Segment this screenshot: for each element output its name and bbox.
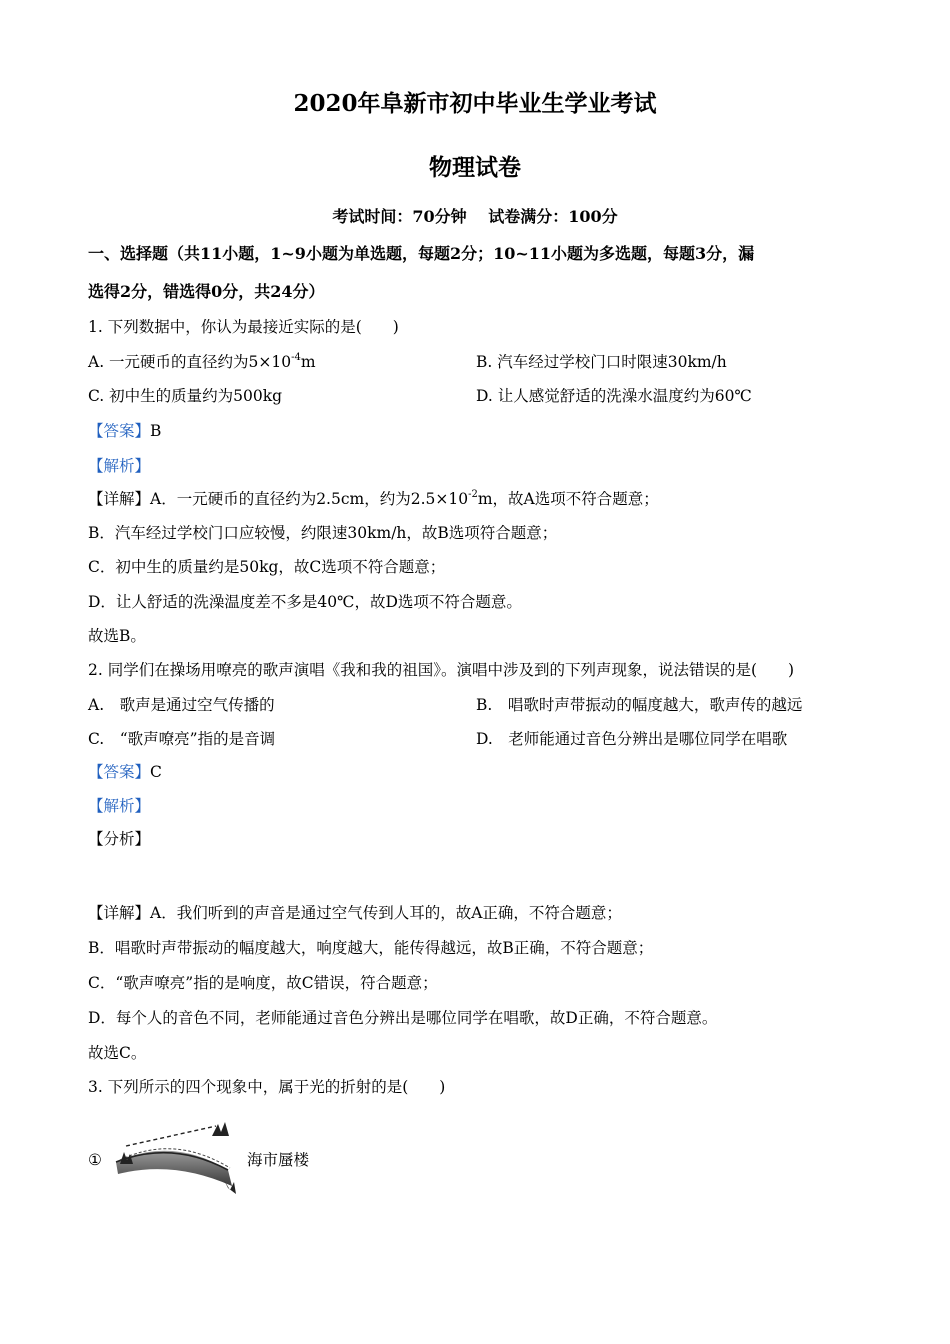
q2-option-c: C. “歌声嘹亮”指的是音调 [88, 730, 276, 748]
q1-option-a-unit: m [300, 353, 316, 371]
exam-info: 考试时间：70分钟 试卷满分：100分 [332, 207, 618, 226]
q2-answer [88, 762, 162, 782]
q2-detail-a: 【详解】A．我们听到的声音是通过空气传到人耳的，故A正确，不符合题意； [88, 904, 622, 922]
q2-option-a: A. 歌声是通过空气传播的 [88, 696, 275, 714]
q2-analysis-tag: 【解析】 [88, 797, 151, 815]
q3-stem: 3. 下列所示的四个现象中，属于光的折射的是( ) [88, 1078, 446, 1096]
mirage-illustration [112, 1118, 242, 1196]
answer-value: C [150, 763, 162, 781]
q2-detail-d: D．每个人的音色不同，老师能通过音色分辨出是哪位同学在唱歌，故D正确，不符合题意。 [88, 1009, 718, 1027]
q1-stem: 1. 下列数据中，你认为最接近实际的是( ) [88, 318, 399, 336]
answer-tag: 【答案】 [88, 763, 151, 781]
q2-detail-b: B．唱歌时声带振动的幅度越大，响度越大，能传得越远，故B正确，不符合题意； [88, 939, 654, 957]
section-heading: 一、选择题（共11小题，1~9小题为单选题，每题2分；10~11小题为多选题，每题3分，漏 [88, 244, 755, 263]
q1-option-a [88, 352, 316, 372]
q1-detail-d: D．让人舒适的洗澡温度差不多是40℃，故D选项不符合题意。 [88, 593, 522, 611]
q1-detail-a-exponent: -2 [468, 488, 478, 500]
q1-option-d: D. 让人感觉舒适的洗澡水温度约为60℃ [476, 387, 752, 405]
q1-detail-a-text: 【详解】A．一元硬币的直径约为2.5cm，约为2.5×10 [88, 490, 469, 508]
exam-title: 2020年阜新市初中毕业生学业考试 [293, 90, 657, 117]
q2-option-d: D. 老师能通过音色分辨出是哪位同学在唱歌 [476, 730, 788, 748]
q3-item1-label: 海市蜃楼 [247, 1151, 310, 1169]
q2-stem: 2. 同学们在操场用嘹亮的歌声演唱《我和我的祖国》。演唱中涉及到的下列声现象，说法错误的是( ) [88, 661, 795, 679]
q2-option-b: B. 唱歌时声带振动的幅度越大，歌声传的越远 [476, 696, 803, 714]
section-heading-cont: 选得2分，错选得0分，共24分） [88, 282, 325, 301]
q1-analysis-tag: 【解析】 [88, 457, 151, 475]
q1-detail-b: B．汽车经过学校门口应较慢，约限速30km/h，故B选项符合题意； [88, 524, 558, 542]
q1-detail-c: C．初中生的质量约是50kg，故C选项不符合题意； [88, 558, 446, 576]
q1-detail-a [88, 489, 659, 509]
exam-subtitle: 物理试卷 [429, 154, 521, 181]
q1-option-a-exponent: -4 [291, 351, 301, 363]
answer-tag: 【答案】 [88, 422, 151, 440]
q2-fenxi-tag: 【分析】 [88, 830, 151, 848]
q1-conclusion: 故选B。 [88, 627, 146, 645]
q2-conclusion: 故选C。 [88, 1044, 147, 1062]
q1-detail-a-rest: m，故A选项不符合题意； [477, 490, 659, 508]
q3-item1-number: ① [88, 1151, 102, 1169]
q2-detail-c: C．“歌声嘹亮”指的是响度，故C错误，符合题意； [88, 974, 438, 992]
q1-answer [88, 421, 161, 441]
answer-value: B [150, 422, 162, 440]
q1-option-b: B. 汽车经过学校门口时限速30km/h [476, 353, 727, 371]
q1-option-c: C. 初中生的质量约为500kg [88, 387, 283, 405]
q1-option-a-text: A. 一元硬币的直径约为5×10 [88, 353, 292, 371]
